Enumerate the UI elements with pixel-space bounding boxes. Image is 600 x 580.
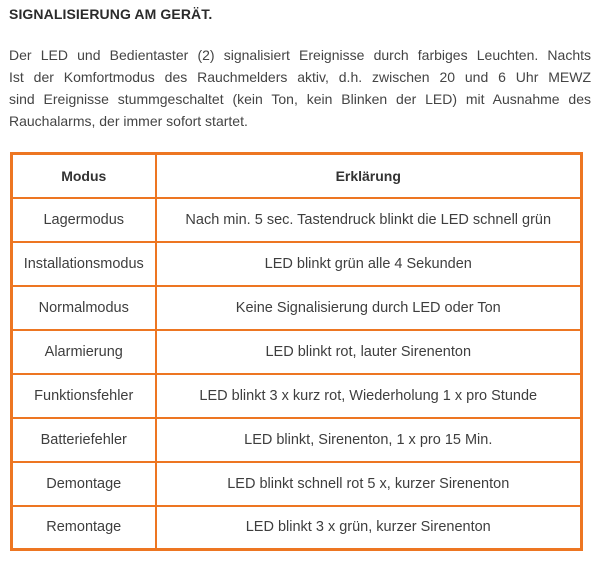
cell-erklaerung: Keine Signalisierung durch LED oder Ton — [156, 286, 582, 330]
cell-modus: Funktionsfehler — [12, 374, 156, 418]
cell-modus: Remontage — [12, 506, 156, 550]
cell-modus: Batteriefehler — [12, 418, 156, 462]
table-row — [12, 374, 582, 418]
table-row — [12, 462, 582, 506]
header-cell-modus: Modus — [12, 154, 156, 198]
page-title: SIGNALISIERUNG AM GERÄT. — [9, 6, 213, 22]
cell-erklaerung: LED blinkt rot, lauter Sirenenton — [156, 330, 582, 374]
table-row — [12, 242, 582, 286]
cell-erklaerung: LED blinkt 3 x kurz rot, Wiederholung 1 x pro Stunde — [156, 374, 582, 418]
cell-modus: Lagermodus — [12, 198, 156, 242]
paragraph-line: sind Ereignisse stummgeschaltet (kein Ton, kein Blinken der LED) mit Ausnahme des — [9, 91, 591, 107]
cell-erklaerung: LED blinkt 3 x grün, kurzer Sirenenton — [156, 506, 582, 550]
paragraph-line: Rauchalarms, der immer sofort startet. — [9, 113, 248, 129]
signal-mode-table — [10, 152, 583, 551]
cell-erklaerung: LED blinkt schnell rot 5 x, kurzer Sirenenton — [156, 462, 582, 506]
table-row — [12, 198, 582, 242]
cell-modus: Normalmodus — [12, 286, 156, 330]
table-row — [12, 286, 582, 330]
cell-modus: Installationsmodus — [12, 242, 156, 286]
table-row — [12, 506, 582, 550]
cell-erklaerung: LED blinkt, Sirenenton, 1 x pro 15 Min. — [156, 418, 582, 462]
paragraph-line: Ist der Komfortmodus des Rauchmelders aktiv, d.h. zwischen 20 und 6 Uhr MEWZ — [9, 69, 591, 85]
cell-erklaerung: LED blinkt grün alle 4 Sekunden — [156, 242, 582, 286]
cell-modus: Alarmierung — [12, 330, 156, 374]
table-row — [12, 418, 582, 462]
table-row — [12, 330, 582, 374]
cell-erklaerung: Nach min. 5 sec. Tastendruck blinkt die LED schnell grün — [156, 198, 582, 242]
paragraph-line: Der LED und Bedientaster (2) signalisiert Ereignisse durch farbiges Leuchten. Nachts — [9, 47, 591, 63]
header-cell-erklaerung: Erklärung — [156, 154, 582, 198]
table-header-row — [12, 154, 582, 198]
intro-paragraph — [9, 44, 591, 132]
cell-modus: Demontage — [12, 462, 156, 506]
